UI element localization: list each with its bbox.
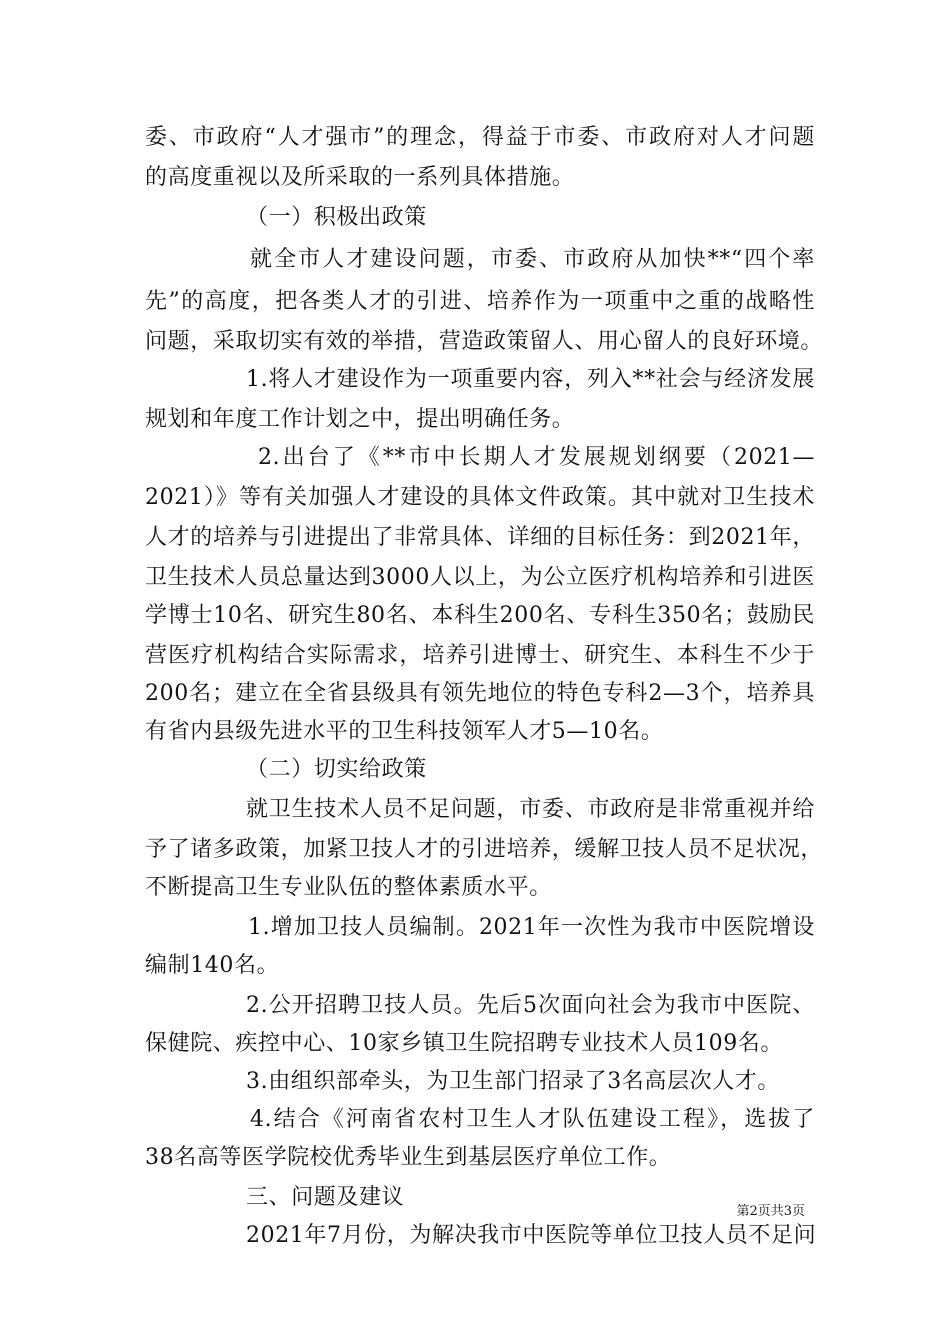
text-line-8: 规划和年度工作计划之中，提出明确任务。 [145, 407, 575, 432]
text-line-21: 1.增加卫技人员编制。2021年一次性为我市中医院增设 [248, 915, 815, 940]
text-line-1: 委、市政府“人才强市”的理念，得益于市委、市政府对人才问题 [145, 125, 815, 150]
page-number: 第2页共3页 [736, 1204, 805, 1219]
text-line-10: 2021）》等有关加强人才建设的具体文件政策。其中就对卫生技术 [145, 485, 815, 510]
text-line-22: 编制140名。 [145, 953, 280, 978]
text-line-23: 2.公开招聘卫技人员。先后5次面向社会为我市中医院、 [246, 993, 815, 1018]
text-line-2: 的高度重视以及所采取的一系列具体措施。 [145, 165, 575, 190]
text-line-19: 予了诸多政策，加紧卫技人才的引进培养，缓解卫技人员不足状况， [145, 837, 824, 862]
text-line-24: 保健院、疾控中心、10家乡镇卫生院招聘专业技术人员109名。 [145, 1031, 783, 1056]
text-line-6: 问题，采取切实有效的举措，营造政策留人、用心留人的良好环境。 [145, 329, 824, 354]
text-line-4: 就全市人才建设问题，市委、市政府从加快**“四个率 [250, 247, 815, 272]
text-line-9: 2.出台了《**市中长期人才发展规划纲要（2021— [258, 445, 815, 470]
text-line-20: 不断提高卫生专业队伍的整体素质水平。 [145, 875, 552, 900]
text-line-15: 200名；建立在全省县级具有领先地位的特色专科2—3个，培养具 [145, 681, 815, 706]
text-line-7: 1.将人才建设作为一项重要内容，列入**社会与经济发展 [246, 367, 815, 392]
section-heading-2: （二）切实给政策 [246, 757, 427, 782]
section-heading-3: 三、问题及建议 [246, 1185, 405, 1210]
text-line-14: 营医疗机构结合实际需求，培养引进博士、研究生、本科生不少于 [145, 643, 815, 668]
text-line-26: 4.结合《河南省农村卫生人才队伍建设工程》，选拔了 [250, 1107, 815, 1132]
text-line-27: 38名高等医学院校优秀毕业生到基层医疗单位工作。 [145, 1145, 672, 1170]
text-line-29: 2021年7月份，为解决我市中医院等单位卫技人员不足问 [246, 1223, 817, 1248]
text-line-5: 先”的高度，把各类人才的引进、培养作为一项重中之重的战略性 [145, 289, 815, 314]
text-line-11: 人才的培养与引进提出了非常具体、详细的目标任务：到2021年， [145, 525, 815, 550]
section-heading-1: （一）积极出政策 [246, 205, 427, 230]
text-line-16: 有省内县级先进水平的卫生科技领军人才5—10名。 [145, 719, 664, 744]
text-line-18: 就卫生技术人员不足问题，市委、市政府是非常重视并给 [246, 797, 815, 822]
text-line-13: 学博士10名、研究生80名、本科生200名、专科生350名；鼓励民 [145, 603, 815, 628]
text-line-12: 卫生技术人员总量达到3000人以上，为公立医疗机构培养和引进医 [145, 565, 815, 590]
text-line-25: 3.由组织部牵头，为卫生部门招录了3名高层次人才。 [246, 1069, 780, 1094]
